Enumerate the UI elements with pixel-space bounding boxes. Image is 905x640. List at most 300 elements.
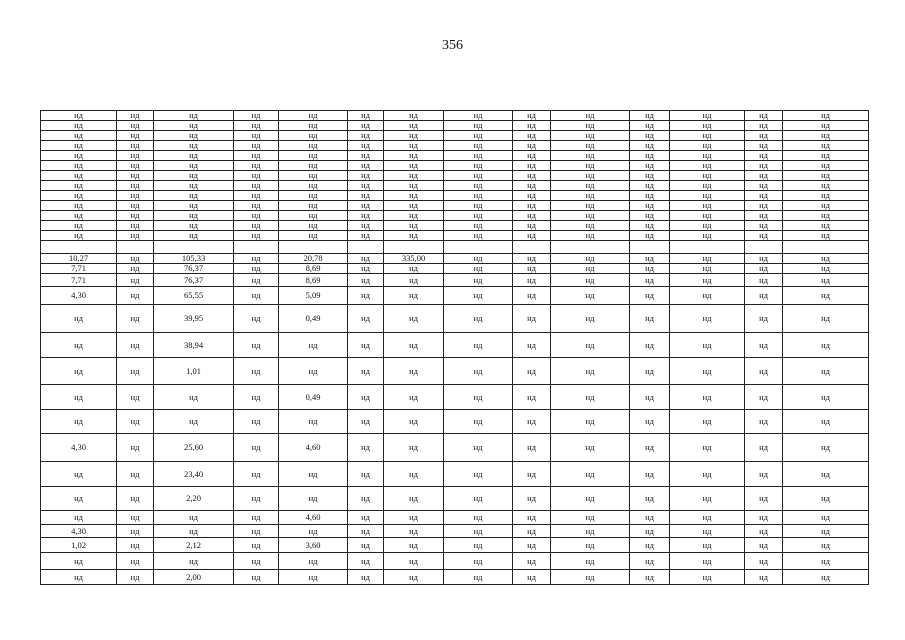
table-cell: нд [117, 434, 154, 462]
table-cell: нд [783, 141, 869, 151]
table-cell: нд [444, 487, 513, 511]
table-cell: нд [745, 161, 783, 171]
table-cell: нд [551, 231, 630, 241]
table-cell: нд [551, 121, 630, 131]
table-cell: нд [630, 538, 670, 553]
table-cell: нд [513, 333, 551, 358]
table-cell: нд [783, 538, 869, 553]
table-cell: нд [630, 525, 670, 538]
table-cell: нд [670, 151, 745, 161]
table-cell: нд [279, 211, 348, 221]
table-cell: нд [551, 171, 630, 181]
table-cell: нд [384, 487, 444, 511]
table-cell: нд [745, 131, 783, 141]
table-cell: нд [783, 462, 869, 487]
table-cell: нд [630, 254, 670, 264]
table-cell: нд [630, 171, 670, 181]
table-cell: нд [745, 525, 783, 538]
table-cell: нд [279, 121, 348, 131]
table-row [41, 191, 869, 201]
table-cell: нд [513, 538, 551, 553]
table-cell: нд [444, 231, 513, 241]
table-cell: нд [513, 231, 551, 241]
table-cell: нд [513, 462, 551, 487]
table-cell: нд [117, 305, 154, 333]
table-cell: нд [551, 287, 630, 305]
table-cell: нд [745, 462, 783, 487]
table-cell: нд [384, 191, 444, 201]
table-cell: нд [348, 141, 384, 151]
table-cell: нд [783, 333, 869, 358]
table-cell: нд [551, 274, 630, 287]
table-cell: нд [154, 410, 234, 434]
table-cell: нд [745, 434, 783, 462]
table-cell: нд [444, 131, 513, 141]
table-cell: нд [348, 570, 384, 585]
table-cell: нд [154, 201, 234, 211]
table-cell: нд [745, 141, 783, 151]
table-cell: нд [348, 410, 384, 434]
table-cell: 8,69 [279, 264, 348, 274]
table-cell: нд [513, 434, 551, 462]
table-cell: нд [513, 525, 551, 538]
table-cell: нд [348, 287, 384, 305]
table-cell: нд [513, 111, 551, 121]
table-cell: нд [117, 231, 154, 241]
table-cell: нд [154, 553, 234, 570]
table-cell: нд [234, 201, 279, 211]
table-cell: нд [745, 231, 783, 241]
table-cell: нд [348, 305, 384, 333]
table-cell: 4,30 [41, 525, 117, 538]
table-cell: нд [670, 553, 745, 570]
table-cell: нд [745, 181, 783, 191]
table-cell: нд [41, 410, 117, 434]
table-cell: нд [551, 254, 630, 264]
table-cell: нд [154, 111, 234, 121]
table-cell: нд [154, 131, 234, 141]
table-cell: нд [234, 254, 279, 264]
table-row [41, 131, 869, 141]
table-cell: нд [234, 570, 279, 585]
table-cell: нд [551, 211, 630, 221]
table-row [41, 410, 869, 434]
table-cell: 76,37 [154, 274, 234, 287]
table-cell: нд [444, 570, 513, 585]
table-cell: нд [551, 201, 630, 211]
table-row [41, 161, 869, 171]
table-cell: нд [783, 385, 869, 410]
table-cell [513, 241, 551, 254]
table-cell: нд [117, 131, 154, 141]
table-cell: нд [117, 171, 154, 181]
table-cell: 4,30 [41, 434, 117, 462]
table-row [41, 385, 869, 410]
table-cell: нд [670, 181, 745, 191]
table-cell: нд [279, 111, 348, 121]
table-cell: нд [551, 264, 630, 274]
table-cell: нд [234, 525, 279, 538]
table-cell: нд [384, 201, 444, 211]
table-cell: нд [783, 570, 869, 585]
table-cell: нд [513, 121, 551, 131]
table-cell: нд [783, 487, 869, 511]
table-cell: нд [630, 305, 670, 333]
table-cell: нд [348, 434, 384, 462]
table-cell: нд [41, 511, 117, 525]
table-cell [154, 241, 234, 254]
table-cell: нд [630, 511, 670, 525]
table-cell: нд [117, 570, 154, 585]
table-cell: нд [279, 231, 348, 241]
table-cell: 4,60 [279, 511, 348, 525]
table-cell: нд [41, 201, 117, 211]
table-cell: нд [670, 264, 745, 274]
table-cell: нд [551, 487, 630, 511]
table-cell: нд [348, 254, 384, 264]
table-cell: нд [551, 151, 630, 161]
table-cell: нд [630, 141, 670, 151]
table-cell: нд [279, 151, 348, 161]
table-cell: нд [234, 141, 279, 151]
table-cell: 10,27 [41, 254, 117, 264]
table-cell: нд [670, 131, 745, 141]
table-cell: нд [348, 151, 384, 161]
table-cell: нд [348, 221, 384, 231]
table-cell: нд [41, 305, 117, 333]
table-cell: 3,60 [279, 538, 348, 553]
table-cell: нд [551, 434, 630, 462]
table-cell: нд [234, 358, 279, 385]
table-cell [444, 241, 513, 254]
table-row [41, 211, 869, 221]
table-cell: нд [630, 287, 670, 305]
table-cell [234, 241, 279, 254]
table-cell: нд [117, 191, 154, 201]
table-cell: нд [41, 191, 117, 201]
table-cell: нд [384, 462, 444, 487]
table-cell: нд [444, 221, 513, 231]
table-cell: нд [630, 151, 670, 161]
table-cell: нд [513, 254, 551, 264]
table-cell: нд [279, 171, 348, 181]
table-cell: нд [41, 221, 117, 231]
table-cell: нд [670, 221, 745, 231]
table-cell: нд [279, 161, 348, 171]
table-cell: нд [154, 171, 234, 181]
table-cell: нд [630, 264, 670, 274]
table-cell: нд [384, 274, 444, 287]
table-cell: нд [444, 511, 513, 525]
table-row [41, 221, 869, 231]
table-row [41, 141, 869, 151]
table-cell: 20,78 [279, 254, 348, 264]
table-cell: нд [444, 111, 513, 121]
table-cell: нд [279, 181, 348, 191]
table-cell: нд [279, 358, 348, 385]
table-cell: нд [513, 570, 551, 585]
table-cell: нд [234, 191, 279, 201]
table-cell: нд [384, 333, 444, 358]
table-cell: нд [783, 161, 869, 171]
table-cell: нд [670, 191, 745, 201]
table-cell: 7,71 [41, 264, 117, 274]
table-cell: нд [670, 254, 745, 264]
table-cell: нд [384, 287, 444, 305]
table-cell [384, 241, 444, 254]
table-cell: нд [630, 385, 670, 410]
table-cell: нд [783, 111, 869, 121]
table-cell: нд [348, 511, 384, 525]
table-cell: нд [234, 264, 279, 274]
table-cell: нд [234, 121, 279, 131]
table-cell: нд [279, 191, 348, 201]
table-cell [41, 241, 117, 254]
table-cell: нд [551, 553, 630, 570]
table-cell [783, 241, 869, 254]
table-row [41, 241, 869, 254]
table-row [41, 151, 869, 161]
table-cell: нд [783, 358, 869, 385]
table-cell: нд [670, 274, 745, 287]
table-cell: нд [384, 511, 444, 525]
table-cell: нд [234, 410, 279, 434]
table-cell: нд [444, 538, 513, 553]
table-cell: нд [348, 553, 384, 570]
page-number: 356 [442, 38, 463, 53]
table-cell: 4,60 [279, 434, 348, 462]
table-cell: нд [783, 151, 869, 161]
table-row [41, 570, 869, 585]
table-cell: нд [513, 211, 551, 221]
table-cell: нд [117, 201, 154, 211]
table-cell: нд [783, 410, 869, 434]
table-cell: нд [348, 274, 384, 287]
table-cell: нд [384, 305, 444, 333]
table-cell: 1,01 [154, 358, 234, 385]
table-cell: 38,94 [154, 333, 234, 358]
table-cell: нд [234, 131, 279, 141]
table-cell: нд [154, 181, 234, 191]
table-cell: нд [384, 358, 444, 385]
table-cell: нд [384, 141, 444, 151]
table-cell: нд [279, 570, 348, 585]
table-cell: нд [630, 410, 670, 434]
table-cell: нд [41, 231, 117, 241]
table-cell: нд [745, 151, 783, 161]
table-cell: нд [745, 111, 783, 121]
table-cell: нд [234, 538, 279, 553]
table-cell: нд [384, 221, 444, 231]
table-cell: нд [117, 141, 154, 151]
table-cell: нд [630, 358, 670, 385]
table-cell: нд [279, 333, 348, 358]
table-cell: нд [630, 201, 670, 211]
table-cell: нд [41, 385, 117, 410]
table-cell: нд [444, 191, 513, 201]
table-cell: нд [444, 274, 513, 287]
table-cell: нд [630, 111, 670, 121]
table-cell: нд [551, 333, 630, 358]
table-cell: нд [513, 141, 551, 151]
table-cell: нд [117, 385, 154, 410]
table-cell: нд [444, 333, 513, 358]
table-cell: нд [234, 385, 279, 410]
table-cell: нд [348, 525, 384, 538]
table-cell: нд [41, 131, 117, 141]
table-cell: нд [513, 161, 551, 171]
table-cell: нд [745, 385, 783, 410]
table-cell: нд [513, 274, 551, 287]
table-cell: нд [41, 553, 117, 570]
table-row [41, 274, 869, 287]
table-cell: 2,12 [154, 538, 234, 553]
table-cell: нд [783, 254, 869, 264]
table-cell: нд [670, 171, 745, 181]
data-table [40, 110, 869, 585]
table-row [41, 231, 869, 241]
table-cell: нд [630, 181, 670, 191]
table-cell: нд [279, 487, 348, 511]
table-cell: нд [444, 181, 513, 191]
table-cell: нд [234, 231, 279, 241]
table-cell: нд [783, 131, 869, 141]
table-cell: нд [234, 181, 279, 191]
table-cell: нд [117, 274, 154, 287]
table-cell: нд [551, 161, 630, 171]
table-cell: нд [513, 487, 551, 511]
table-cell: нд [234, 151, 279, 161]
table-cell: нд [630, 191, 670, 201]
table-cell: нд [513, 151, 551, 161]
table-cell: нд [670, 358, 745, 385]
table-cell: нд [783, 305, 869, 333]
table-cell: 25,60 [154, 434, 234, 462]
table-cell: нд [41, 171, 117, 181]
table-cell: нд [384, 553, 444, 570]
table-cell: нд [670, 287, 745, 305]
table-cell: 335,00 [384, 254, 444, 264]
table-cell: нд [234, 211, 279, 221]
table-cell: нд [41, 181, 117, 191]
table-row [41, 181, 869, 191]
table-cell: нд [513, 553, 551, 570]
table-cell: нд [745, 221, 783, 231]
table-cell [670, 241, 745, 254]
table-cell: 0,49 [279, 385, 348, 410]
table-cell: нд [279, 131, 348, 141]
table-cell: нд [444, 525, 513, 538]
table-cell: нд [444, 151, 513, 161]
table-cell: нд [745, 553, 783, 570]
table-row [41, 358, 869, 385]
table-cell: нд [513, 358, 551, 385]
table-cell: нд [444, 434, 513, 462]
table-cell: нд [444, 161, 513, 171]
table-cell: нд [670, 305, 745, 333]
table-cell: нд [384, 570, 444, 585]
table-cell: нд [670, 201, 745, 211]
table-cell: нд [630, 221, 670, 231]
table-cell: нд [348, 462, 384, 487]
table-row [41, 264, 869, 274]
table-cell: нд [630, 274, 670, 287]
table-cell: нд [745, 511, 783, 525]
table-cell: нд [154, 151, 234, 161]
table-cell [279, 241, 348, 254]
table-cell: нд [745, 191, 783, 201]
table-cell: нд [551, 385, 630, 410]
table-cell: нд [513, 305, 551, 333]
table-cell: нд [630, 570, 670, 585]
table-cell: нд [745, 358, 783, 385]
table-cell: нд [117, 553, 154, 570]
table-cell: 76,37 [154, 264, 234, 274]
table-cell: 7,71 [41, 274, 117, 287]
table-cell: нд [783, 264, 869, 274]
table-cell: 8,69 [279, 274, 348, 287]
table-cell: нд [234, 171, 279, 181]
table-cell: нд [117, 358, 154, 385]
table-cell: нд [444, 121, 513, 131]
table-cell: нд [234, 111, 279, 121]
table-row [41, 525, 869, 538]
table-cell: нд [154, 191, 234, 201]
table-cell: нд [154, 231, 234, 241]
table-cell: нд [783, 201, 869, 211]
table-cell: нд [551, 462, 630, 487]
table-cell: нд [670, 570, 745, 585]
table-cell: нд [41, 358, 117, 385]
table-cell: 2,00 [154, 570, 234, 585]
table-cell: нд [513, 410, 551, 434]
table-cell: нд [444, 287, 513, 305]
table-cell: нд [783, 511, 869, 525]
table-cell: нд [783, 553, 869, 570]
table-cell: нд [154, 525, 234, 538]
table-cell: нд [551, 410, 630, 434]
table-cell: нд [41, 462, 117, 487]
table-cell: нд [670, 333, 745, 358]
table-cell: нд [513, 264, 551, 274]
table-cell: нд [630, 231, 670, 241]
table-cell: нд [348, 231, 384, 241]
table-cell: нд [745, 171, 783, 181]
table-cell: нд [783, 171, 869, 181]
table-cell: нд [117, 410, 154, 434]
table-cell: нд [384, 538, 444, 553]
table-cell: нд [234, 511, 279, 525]
table-cell: нд [783, 434, 869, 462]
table-cell: нд [783, 525, 869, 538]
table-cell: нд [384, 171, 444, 181]
table-cell: нд [670, 121, 745, 131]
table-cell: нд [154, 161, 234, 171]
table-cell: нд [234, 305, 279, 333]
table-row [41, 462, 869, 487]
table-cell: нд [670, 434, 745, 462]
table-cell: нд [41, 570, 117, 585]
table-cell: нд [384, 264, 444, 274]
table-cell: нд [670, 462, 745, 487]
table-cell: нд [513, 181, 551, 191]
table-cell: нд [279, 141, 348, 151]
table-cell: нд [551, 221, 630, 231]
table-cell: нд [384, 151, 444, 161]
table-cell: нд [444, 264, 513, 274]
table-cell: нд [348, 191, 384, 201]
table-cell [745, 241, 783, 254]
